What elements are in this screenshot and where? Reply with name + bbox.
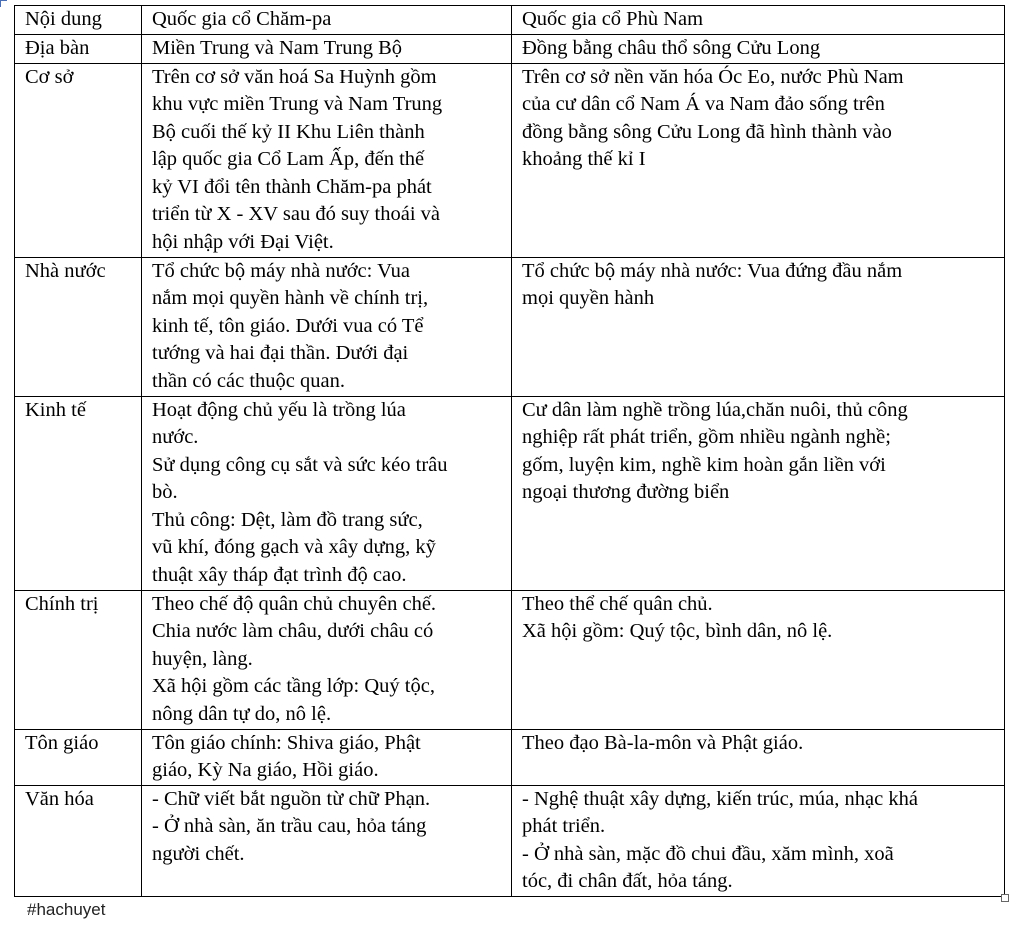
- cell-text-line: Đồng bằng châu thổ sông Cửu Long: [522, 37, 821, 59]
- header-cell-champa: Quốc gia cổ Chăm-pa: [142, 6, 512, 35]
- cell-text-line: Xã hội gồm: Quý tộc, bình dân, nô lệ.: [522, 620, 833, 642]
- cell-text-line: nước.: [152, 426, 199, 448]
- cell-phunam: [512, 35, 1005, 64]
- cell-text-line: Tổ chức bộ máy nhà nước: Vua đứng đầu nắm: [522, 259, 903, 282]
- cell-text-line: khoảng thế kỉ I: [522, 148, 646, 170]
- row-label: Nhà nước: [15, 257, 142, 396]
- cell-text-line: Theo thể chế quân chủ.: [522, 592, 713, 615]
- cell-text-line: thuật xây tháp đạt trình độ cao.: [152, 563, 407, 586]
- cell-champa: [142, 590, 512, 729]
- cell-text-line: vũ khí, đóng gạch và xây dựng, kỹ: [152, 536, 436, 558]
- cell-text-line: lập quốc gia Cổ Lam Ấp, đến thế: [152, 148, 425, 170]
- cell-text-line: - Ở nhà sàn, ăn trầu cau, hỏa táng: [152, 815, 427, 837]
- cell-champa: [142, 257, 512, 396]
- hashtag-caption: #hachuyet: [27, 900, 106, 919]
- cell-text-line: huyện, làng.: [152, 647, 253, 670]
- header-cell-content: Nội dung: [15, 6, 142, 35]
- cell-text-line: nắm mọi quyền hành về chính trị,: [152, 287, 429, 309]
- cell-text-line: Cư dân làm nghề trồng lúa,chăn nuôi, thủ công: [522, 398, 908, 421]
- table-row-dia-ban: [15, 35, 1005, 64]
- comparison-table: [14, 5, 1005, 897]
- table-header-row: [15, 6, 1005, 35]
- row-label: Chính trị: [15, 590, 142, 729]
- cell-text-line: Thủ công: Dệt, làm đồ trang sức,: [152, 508, 423, 531]
- cell-text-line: Theo đạo Bà-la-môn và Phật giáo.: [522, 731, 804, 754]
- table-row-chinh-tri: [15, 590, 1005, 729]
- cell-text-line: Chia nước làm châu, dưới châu có: [152, 620, 434, 642]
- table-row-kinh-te: [15, 396, 1005, 590]
- row-label: Địa bàn: [15, 35, 142, 64]
- cell-text-line: Xã hội gồm các tầng lớp: Quý tộc,: [152, 675, 435, 697]
- table-row-ton-giao: [15, 729, 1005, 785]
- cell-text-line: bò.: [152, 481, 178, 503]
- cell-text-line: Trên cơ sở nền văn hóa Óc Eo, nước Phù Nam: [522, 65, 904, 88]
- cell-text-line: nông dân tự do, nô lệ.: [152, 702, 332, 725]
- cell-text-line: gốm, luyện kim, nghề kim hoàn gắn liền với: [522, 453, 886, 476]
- cell-phunam: [512, 785, 1005, 896]
- cell-text-line: kỷ VI đổi tên thành Chăm-pa phát: [152, 175, 432, 198]
- cell-phunam: [512, 257, 1005, 396]
- table-row-co-so: [15, 63, 1005, 257]
- cell-text-line: - Ở nhà sàn, mặc đồ chui đầu, xăm mình, xoã: [522, 842, 894, 865]
- cell-text-line: Sử dụng công cụ sắt và sức kéo trâu: [152, 453, 448, 476]
- cell-champa: [142, 396, 512, 590]
- cell-phunam: [512, 63, 1005, 257]
- cell-text-line: giáo, Kỳ Na giáo, Hồi giáo.: [152, 759, 379, 781]
- cell-text-line: Tổ chức bộ máy nhà nước: Vua: [152, 259, 411, 282]
- cursor-corner-marker: [0, 0, 7, 7]
- table-resize-handle[interactable]: [1001, 894, 1009, 902]
- cell-text-line: Theo chế độ quân chủ chuyên chế.: [152, 592, 437, 615]
- header-cell-phunam: Quốc gia cổ Phù Nam: [512, 6, 1005, 35]
- cell-text-line: - Chữ viết bắt nguồn từ chữ Phạn.: [152, 787, 431, 810]
- cell-champa: [142, 729, 512, 785]
- cell-text-line: Hoạt động chủ yếu là trồng lúa: [152, 398, 406, 421]
- row-label: Tôn giáo: [15, 729, 142, 785]
- cell-text-line: thần có các thuộc quan.: [152, 369, 345, 392]
- table-row-nha-nuoc: [15, 257, 1005, 396]
- table-row-van-hoa: [15, 785, 1005, 896]
- cell-champa: [142, 63, 512, 257]
- cell-text-line: tướng và hai đại thần. Dưới đại: [152, 342, 409, 364]
- cell-champa: [142, 35, 512, 64]
- cell-phunam: [512, 396, 1005, 590]
- cell-text-line: đồng bằng sông Cửu Long đã hình thành vào: [522, 120, 892, 143]
- cell-text-line: phát triển.: [522, 815, 606, 837]
- cell-text-line: Tôn giáo chính: Shiva giáo, Phật: [152, 731, 421, 754]
- cell-text-line: - Nghệ thuật xây dựng, kiến trúc, múa, nhạc khá: [522, 787, 918, 810]
- cell-text-line: mọi quyền hành: [522, 287, 655, 309]
- cell-text-line: hội nhập với Đại Việt.: [152, 230, 334, 253]
- cell-text-line: triển từ X - XV sau đó suy thoái và: [152, 203, 441, 225]
- cell-text-line: tóc, đi chân đất, hỏa táng.: [522, 870, 733, 892]
- cell-text-line: khu vực miền Trung và Nam Trung: [152, 93, 443, 115]
- cell-text-line: nghiệp rất phát triển, gồm nhiều ngành nghề;: [522, 426, 891, 448]
- cell-text-line: Miền Trung và Nam Trung Bộ: [152, 37, 403, 59]
- row-label: Kinh tế: [15, 396, 142, 590]
- cell-text-line: ngoại thương đường biển: [522, 481, 730, 503]
- row-label: Văn hóa: [15, 785, 142, 896]
- row-label: Cơ sở: [15, 63, 142, 257]
- cell-phunam: [512, 729, 1005, 785]
- cell-champa: [142, 785, 512, 896]
- cell-text-line: của cư dân cổ Nam Á va Nam đảo sống trên: [522, 93, 885, 115]
- cell-text-line: Trên cơ sở văn hoá Sa Huỳnh gồm: [152, 65, 437, 88]
- cell-text-line: người chết.: [152, 842, 245, 865]
- cell-text-line: Bộ cuối thế kỷ II Khu Liên thành: [152, 120, 425, 143]
- cell-phunam: [512, 590, 1005, 729]
- cell-text-line: kinh tế, tôn giáo. Dưới vua có Tể: [152, 314, 424, 337]
